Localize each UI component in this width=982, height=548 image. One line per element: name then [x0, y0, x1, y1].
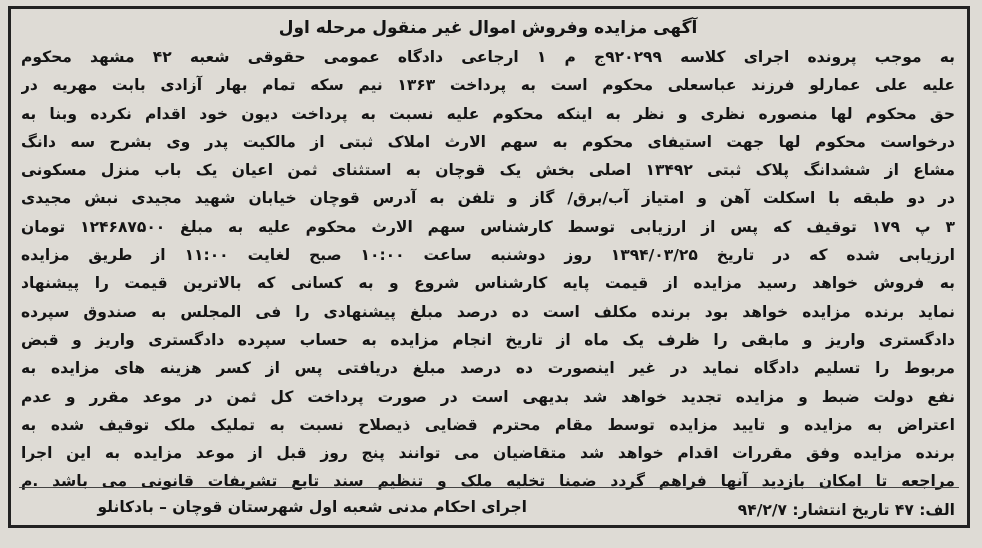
- notice-line-8: ارزیابی شده که در تاریخ ۱۳۹۴/۰۳/۲۵ روز دوشنبه ساعت ۱۰:۰۰ صبح لغایت ۱۱:۰۰ از طریق مزایده: [21, 246, 955, 265]
- notice-title: آگهی مزایده وفروش اموال غیر منقول مرحله اول: [278, 18, 698, 38]
- notice-line-15: برنده مزایده وفق مقررات اقدام خواهد شد متقاضیان می توانند پنج روز قبل از موعد مزایده به این اجرا: [21, 444, 955, 463]
- notice-line-13: نفع دولت ضبط و مزایده تجدید خواهد شد بدیهی است در صورت پرداخت کل ثمن در موعد مقرر و عدم: [21, 387, 955, 406]
- publication-date-line: الف: ۴۷ تاریخ انتشار: ۹۴/۲/۷: [737, 500, 955, 519]
- notice-line-11: دادگستری واریز و مابقی را ظرف یک ماه از تاریخ انجام مزایده به حساب سپرده دادگستری واریز و قبض: [21, 330, 955, 349]
- notice-line-2: علیه علی عمارلو فرزند عباسعلی محکوم است به پرداخت ۱۳۶۳ نیم سکه تمام بهار آزادی بابت مهریه در: [21, 76, 955, 95]
- notice-line-3: حق محکوم لها منصوره نظری و نظر به اینکه محکوم علیه نسبت به پرداخت دیون خود اقدام نکرده وبنا به: [21, 104, 955, 123]
- notice-line-10: نماید برنده مزایده خواهد بود برنده مکلف است ده درصد مبلغ پیشنهادی را فی المجلس به صندوق سپرده: [21, 302, 955, 321]
- notice-line-6: در دو طبقه با اسکلت آهن و امتیاز آب/برق/ گاز و تلفن به آدرس قوچان خیابان شهید مجیدی نبش مجیدی: [21, 189, 955, 208]
- notice-frame: [8, 6, 970, 528]
- notice-content: [21, 13, 955, 524]
- notice-footer: اجرای احکام مدنی شعبه اول شهرستان قوچان – بادکانلو: [97, 498, 527, 516]
- notice-line-7: ۳ پ ۱۷۹ توقیف که پس از ارزیابی توسط کارشناس سهم الارث محکوم علیه به مبلغ ۱۲۴۶۸۷۵۰۰ تومان: [21, 217, 955, 236]
- notice-line-1: به موجب پرونده اجرای کلاسه ۹۲۰۲۹۹ج م ۱ ارجاعی دادگاه عمومی حقوقی شعبه ۴۲ مشهد محکوم: [21, 48, 955, 66]
- notice-line-5: مشاع از ششدانگ پلاک ثبتی ۱۳۴۹۲ اصلی بخش یک قوچان به استثنای ثمن اعیان یک باب منزل مسکونی: [21, 161, 955, 180]
- footer-divider: [19, 487, 959, 488]
- notice-line-9: به فروش خواهد رسید مزایده از قیمت پایه کارشناس شروع و به کسانی که بالاترین قیمت را پیشنهاد: [21, 274, 955, 293]
- notice-line-14: اعتراض به مزایده و تایید مزایده توسط مقام محترم قضایی ذیصلاح نسبت به تملیک ملک توقیف شده به: [21, 415, 955, 434]
- notice-line-12: مربوط را تسلیم دادگاه نماید در غیر اینصورت ده درصد مبلغ دریافتی پس از کسر هزینه های مزایده به: [21, 359, 955, 378]
- notice-line-4: درخواست محکوم لها جهت استیفای محکوم به سهم الارث املاک ثبتی از مالکیت پدر وی بشرح سه دانگ: [21, 132, 955, 151]
- notice-line-16: مراجعه تا امکان بازدید آنها فراهم گردد ضمنا تخلیه ملک و تنظیم سند تابع تشریفات قانونی می باشد .م: [21, 472, 955, 491]
